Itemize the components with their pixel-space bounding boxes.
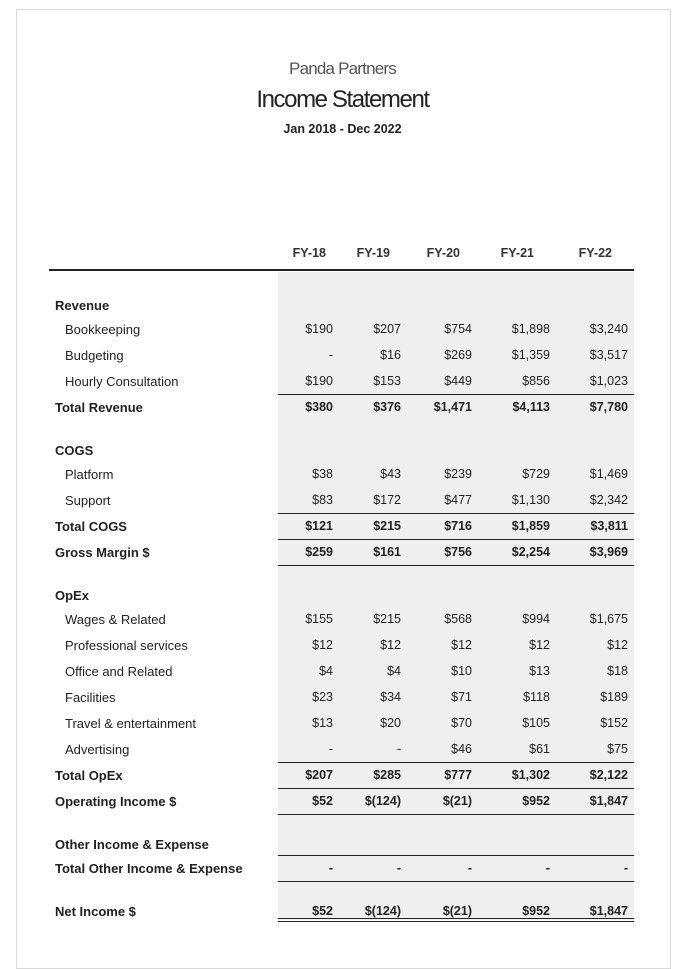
value-cell-fy-21: $952 bbox=[522, 904, 550, 918]
total-other-row bbox=[0, 861, 685, 881]
value-cell-fy-21: $2,254 bbox=[511, 545, 550, 559]
value-cell-fy-21: $13 bbox=[529, 664, 550, 678]
value-cell-fy-22: $3,517 bbox=[589, 348, 628, 362]
value-cell-fy-22: $1,469 bbox=[589, 467, 628, 481]
value-cell-fy-19: $12 bbox=[380, 638, 401, 652]
section-heading-cogs bbox=[0, 443, 685, 463]
total-rule bbox=[278, 513, 634, 514]
value-cell-fy-21: $729 bbox=[522, 467, 550, 481]
value-cell-fy-22: $3,240 bbox=[589, 322, 628, 336]
table-row bbox=[0, 716, 685, 736]
value-cell-fy-20: $46 bbox=[451, 742, 472, 756]
value-cell-fy-20: $449 bbox=[444, 374, 472, 388]
value-cell-fy-18: $52 bbox=[312, 794, 333, 808]
value-cell-fy-20: - bbox=[467, 861, 472, 875]
value-cell-fy-20: $239 bbox=[444, 467, 472, 481]
value-cell-fy-21: $1,898 bbox=[511, 322, 550, 336]
value-cell-fy-19: $207 bbox=[373, 322, 401, 336]
value-cell-fy-22: $2,122 bbox=[589, 768, 628, 782]
value-cell-fy-21: $61 bbox=[529, 742, 550, 756]
value-cell-fy-18: $259 bbox=[305, 545, 333, 559]
row-label: Total OpEx bbox=[55, 768, 123, 783]
value-cell-fy-18: - bbox=[328, 861, 333, 875]
value-cell-fy-21: $1,859 bbox=[511, 519, 550, 533]
row-label: Budgeting bbox=[65, 348, 124, 363]
total-rule bbox=[278, 565, 634, 566]
value-cell-fy-20: $1,471 bbox=[433, 400, 472, 414]
row-label: Travel & entertainment bbox=[65, 716, 197, 731]
value-cell-fy-20: $269 bbox=[444, 348, 472, 362]
net-income-double-rule-top bbox=[278, 918, 634, 919]
header-rule bbox=[49, 269, 634, 271]
row-label: Advertising bbox=[65, 742, 130, 757]
value-cell-fy-21: $105 bbox=[522, 716, 550, 730]
value-cell-fy-21: $12 bbox=[529, 638, 550, 652]
company-name: Panda Partners bbox=[289, 59, 396, 78]
value-cell-fy-18: $52 bbox=[312, 904, 333, 918]
value-cell-fy-22: $18 bbox=[607, 664, 628, 678]
value-cell-fy-22: $7,780 bbox=[589, 400, 628, 414]
section-heading-other bbox=[0, 837, 685, 857]
value-cell-fy-22: $12 bbox=[607, 638, 628, 652]
value-cell-fy-20: $10 bbox=[451, 664, 472, 678]
row-label: Revenue bbox=[55, 298, 110, 313]
gross-margin-row bbox=[0, 545, 685, 565]
value-cell-fy-21: - bbox=[545, 861, 550, 875]
value-cell-fy-22: $189 bbox=[600, 690, 628, 704]
table-row bbox=[0, 493, 685, 513]
row-label: Bookkeeping bbox=[65, 322, 141, 337]
row-label: Total Other Income & Expense bbox=[55, 861, 243, 876]
value-cell-fy-19: $(124) bbox=[364, 794, 401, 808]
total-revenue-row bbox=[0, 400, 685, 420]
column-header: FY-20 bbox=[426, 246, 460, 260]
value-cell-fy-18: $23 bbox=[312, 690, 333, 704]
value-cell-fy-18: - bbox=[328, 348, 333, 362]
value-cell-fy-20: $477 bbox=[444, 493, 472, 507]
value-cell-fy-18: $83 bbox=[312, 493, 333, 507]
row-label: OpEx bbox=[55, 588, 89, 603]
table-row bbox=[0, 612, 685, 632]
value-cell-fy-22: $1,847 bbox=[589, 794, 628, 808]
value-cell-fy-20: $754 bbox=[444, 322, 472, 336]
total-rule bbox=[278, 394, 634, 395]
value-cell-fy-21: $118 bbox=[523, 690, 550, 704]
value-cell-fy-19: $215 bbox=[373, 612, 401, 626]
value-cell-fy-19: $153 bbox=[373, 374, 401, 388]
row-label: Gross Margin $ bbox=[55, 545, 150, 560]
value-cell-fy-22: - bbox=[623, 861, 628, 875]
total-rule bbox=[278, 814, 634, 815]
value-cell-fy-22: $152 bbox=[600, 716, 628, 730]
value-cell-fy-21: $1,302 bbox=[511, 768, 550, 782]
total-opex-row bbox=[0, 768, 685, 788]
value-cell-fy-18: $380 bbox=[305, 400, 333, 414]
section-heading-revenue bbox=[0, 298, 685, 318]
value-cell-fy-19: $43 bbox=[380, 467, 401, 481]
section-heading-opex bbox=[0, 588, 685, 608]
value-cell-fy-22: $1,847 bbox=[589, 904, 628, 918]
total-rule bbox=[278, 762, 634, 763]
value-cell-fy-18: $13 bbox=[312, 716, 333, 730]
row-label: Professional services bbox=[65, 638, 188, 653]
value-cell-fy-18: $4 bbox=[319, 664, 333, 678]
total-cogs-row bbox=[0, 519, 685, 539]
row-label: COGS bbox=[55, 443, 94, 458]
row-label: Total COGS bbox=[55, 519, 127, 534]
value-cell-fy-18: $121 bbox=[305, 519, 333, 533]
row-label: Total Revenue bbox=[55, 400, 143, 415]
value-cell-fy-19: $34 bbox=[380, 690, 401, 704]
value-cell-fy-18: $12 bbox=[312, 638, 333, 652]
value-cell-fy-20: $(21) bbox=[442, 794, 472, 808]
value-cell-fy-20: $(21) bbox=[442, 904, 472, 918]
row-label: Other Income & Expense bbox=[55, 837, 209, 852]
value-cell-fy-22: $2,342 bbox=[589, 493, 628, 507]
value-cell-fy-18: - bbox=[328, 742, 333, 756]
value-cell-fy-20: $568 bbox=[444, 612, 472, 626]
operating-income-row bbox=[0, 794, 685, 814]
value-cell-fy-20: $756 bbox=[444, 545, 472, 559]
value-cell-fy-21: $994 bbox=[522, 612, 550, 626]
total-rule bbox=[278, 539, 634, 540]
row-label: Support bbox=[65, 493, 111, 508]
value-cell-fy-19: - bbox=[396, 742, 401, 756]
value-cell-fy-18: $155 bbox=[305, 612, 333, 626]
table-row bbox=[0, 742, 685, 762]
value-cell-fy-21: $4,113 bbox=[512, 400, 550, 414]
value-cell-fy-19: $(124) bbox=[364, 904, 401, 918]
report-period: Jan 2018 - Dec 2022 bbox=[283, 122, 402, 136]
row-label: Operating Income $ bbox=[55, 794, 177, 809]
value-cell-fy-19: $161 bbox=[373, 545, 401, 559]
total-rule bbox=[278, 855, 634, 856]
total-rule bbox=[278, 881, 634, 882]
column-header: FY-21 bbox=[500, 246, 534, 260]
value-cell-fy-20: $71 bbox=[451, 690, 472, 704]
net-income-double-rule-bottom bbox=[278, 921, 634, 922]
row-label: Net Income $ bbox=[55, 904, 136, 919]
value-cell-fy-19: $215 bbox=[373, 519, 401, 533]
value-cell-fy-19: $4 bbox=[387, 664, 401, 678]
report-title: Income Statement bbox=[256, 86, 429, 113]
value-cell-fy-20: $12 bbox=[451, 638, 472, 652]
value-cell-fy-22: $3,811 bbox=[590, 519, 628, 533]
value-cell-fy-19: $16 bbox=[380, 348, 401, 362]
table-row bbox=[0, 322, 685, 342]
row-label: Office and Related bbox=[65, 664, 173, 679]
table-row bbox=[0, 374, 685, 394]
value-cell-fy-22: $75 bbox=[607, 742, 628, 756]
value-cell-fy-21: $952 bbox=[522, 794, 550, 808]
value-cell-fy-20: $777 bbox=[444, 768, 472, 782]
value-cell-fy-19: $376 bbox=[373, 400, 401, 414]
column-header: FY-22 bbox=[578, 246, 612, 260]
row-label: Platform bbox=[65, 467, 114, 482]
value-cell-fy-18: $190 bbox=[305, 374, 333, 388]
value-cell-fy-19: $172 bbox=[373, 493, 401, 507]
table-row bbox=[0, 348, 685, 368]
value-cell-fy-20: $716 bbox=[444, 519, 472, 533]
table-row bbox=[0, 638, 685, 658]
row-label: Hourly Consultation bbox=[65, 374, 179, 389]
row-label: Wages & Related bbox=[65, 612, 166, 627]
value-cell-fy-20: $70 bbox=[451, 716, 472, 730]
table-row bbox=[0, 467, 685, 487]
value-cell-fy-19: $285 bbox=[373, 768, 401, 782]
value-cell-fy-19: $20 bbox=[380, 716, 401, 730]
value-cell-fy-19: - bbox=[396, 861, 401, 875]
value-cell-fy-18: $38 bbox=[312, 467, 333, 481]
value-cell-fy-22: $3,969 bbox=[589, 545, 628, 559]
column-header: FY-18 bbox=[292, 246, 326, 260]
value-cell-fy-21: $1,359 bbox=[511, 348, 550, 362]
value-cell-fy-18: $207 bbox=[305, 768, 333, 782]
total-rule bbox=[278, 788, 634, 789]
value-cell-fy-21: $1,130 bbox=[511, 493, 550, 507]
table-row bbox=[0, 664, 685, 684]
value-cell-fy-21: $856 bbox=[522, 374, 550, 388]
table-row bbox=[0, 690, 685, 710]
row-label: Facilities bbox=[65, 690, 116, 705]
value-cell-fy-18: $190 bbox=[305, 322, 333, 336]
value-cell-fy-22: $1,023 bbox=[589, 374, 628, 388]
column-header: FY-19 bbox=[356, 246, 390, 260]
value-cell-fy-22: $1,675 bbox=[589, 612, 628, 626]
